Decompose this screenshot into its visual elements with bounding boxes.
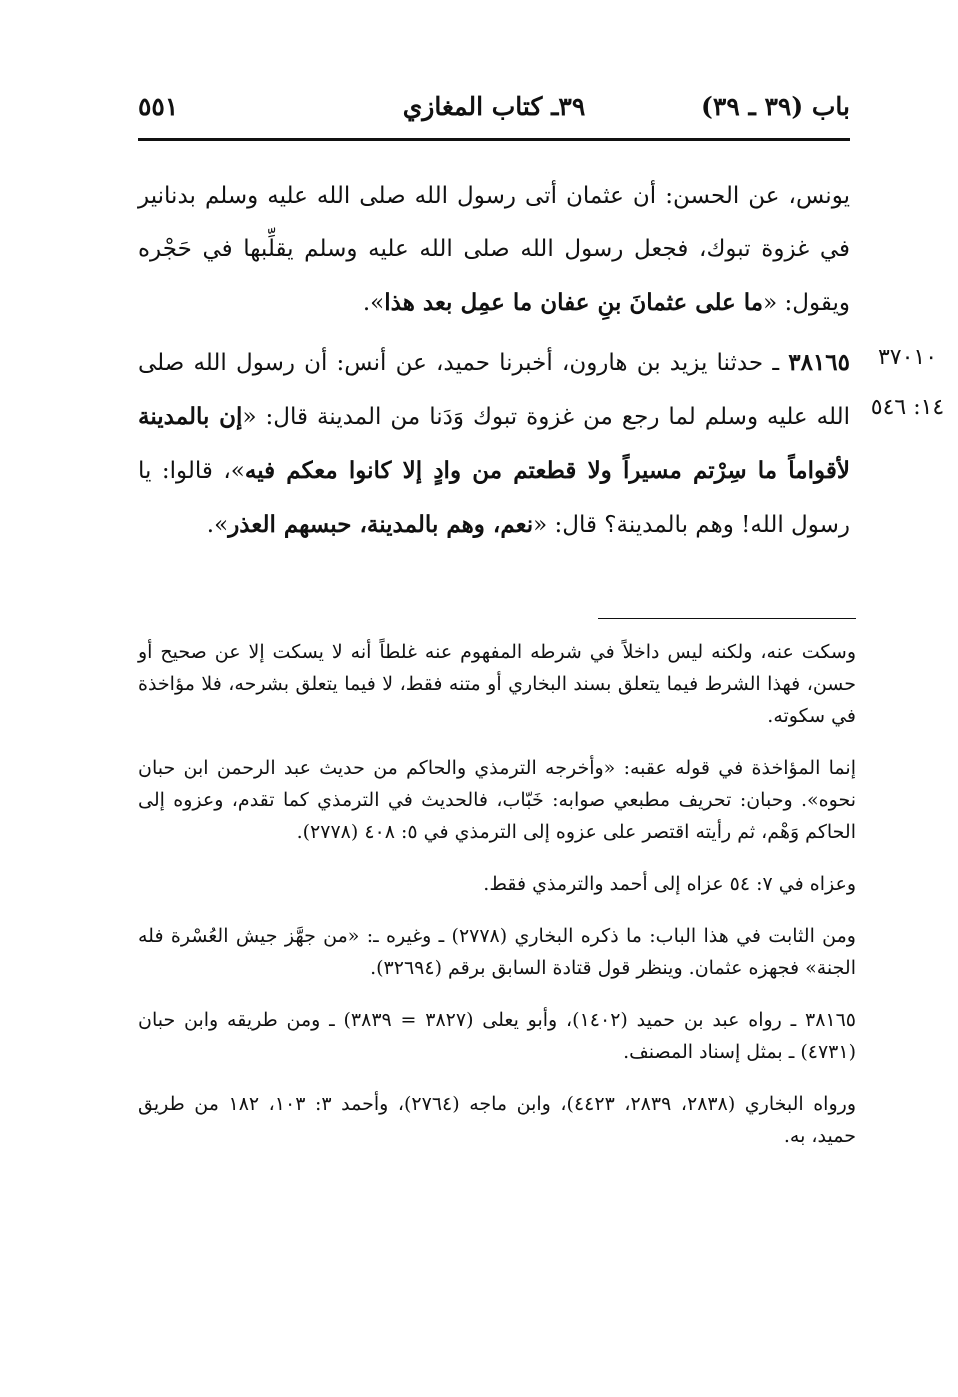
margin-reference: ٣٧٠١٠ xyxy=(877,345,938,370)
footnote-paragraph: وعزاه في ٧: ٥٤ عزاه إلى أحمد والترمذي فقط. xyxy=(483,873,856,895)
footnote-rule xyxy=(598,618,856,619)
book-title: ٣٩ـ كتاب المغازي xyxy=(402,92,586,121)
hadith-text: ـ حدثنا يزيد بن هارون، أخبرنا حميد، عن أنس: أن رسول الله صلى الله عليه وسلم لما رجع من غزوة تبوك وَدَنا من المدينة قال: « xyxy=(138,350,850,430)
footnote-paragraph: ٣٨١٦٥ ـ رواه عبد بن حميد (١٤٠٢)، وأبو يعلى (٣٨٢٧ = ٣٨٣٩) ـ ومن طريقه وابن حبان (٤٧٣١) ـ بمثل إسناد المصنف. xyxy=(138,1009,857,1063)
page-header xyxy=(138,88,850,132)
quote-close: ». xyxy=(206,512,229,538)
chapter-reference: باب (٣٩ ـ ٣٩) xyxy=(701,92,850,121)
quote-close: ». xyxy=(362,290,385,316)
footnote-paragraph: وسكت عنه، ولكنه ليس داخلاً في شرطه المفهوم عنه غلطاً أنه لا يسكت إلا عن صحيح أو حسن، فهذا الشرط فيما يتعلق بسند البخاري أو متنه فقط، لا فيما يتعلق بشرحه، فلا مؤاخذة في سكوته. xyxy=(138,641,856,727)
margin-reference: ١٤: ٥٤٦ xyxy=(870,395,945,420)
hadith-text: »، قالوا: يا رسول الله! وهم بالمدينة؟ قال: « xyxy=(138,458,850,538)
hadith-quote: ما على عثمانَ بنِ عفان ما عمِل بعد هذا xyxy=(384,289,764,316)
page-number: ٥٥١ xyxy=(138,92,179,121)
hadith-continuation xyxy=(138,170,850,330)
footnote-paragraph: ورواه البخاري (٢٨٣٨، ٢٨٣٩، ٤٤٢٣)، وابن ماجه (٢٧٦٤)، وأحمد ٣: ١٠٣، ١٨٢ من طريق حميد، به. xyxy=(138,1093,856,1147)
hadith-text: يونس، عن الحسن: أن عثمان أتى رسول الله صلى الله عليه وسلم بدنانير في غزوة تبوك، فجعل رسول الله صلى الله عليه وسلم يقلِّبها في حَجْره ويقول: « xyxy=(138,183,850,316)
footnote-paragraph: إنما المؤاخذة في قوله عقبه: «وأخرجه الترمذي والحاكم من حديث عبد الرحمن ابن حبان نحوه». وحبان: تحريف مطبعي صوابه: خَبّاب، فالحديث في الترمذي كما تقدم، وعزوه إلى الحاكم وَهْم، ثم رأيته اقتصر على عزوه إلى الترمذي في ٥: ٤٠٨ (٢٧٧٨). xyxy=(138,757,856,843)
hadith-quote: نعم، وهم بالمدينة، حبسهم العذر xyxy=(228,511,534,538)
hadith-number: ٣٨١٦٥ xyxy=(788,349,850,376)
header-rule xyxy=(138,138,850,141)
footnote-paragraph: ومن الثابت في هذا الباب: ما ذكره البخاري (٢٧٧٨) ـ وغيره ـ: «من جهَّز جيش العُسْرة فله الجنة» فجهزه عثمان. وينظر قول قتادة السابق برقم (٣٢٦٩٤). xyxy=(138,925,856,979)
footnotes xyxy=(138,636,856,1172)
hadith-38165 xyxy=(138,336,850,552)
hadith-quote: إن بالمدينة لأقواماً ما سِرْتم مسيراً ولا قطعتم من وادٍ إلا كانوا معكم فيه xyxy=(138,403,850,484)
